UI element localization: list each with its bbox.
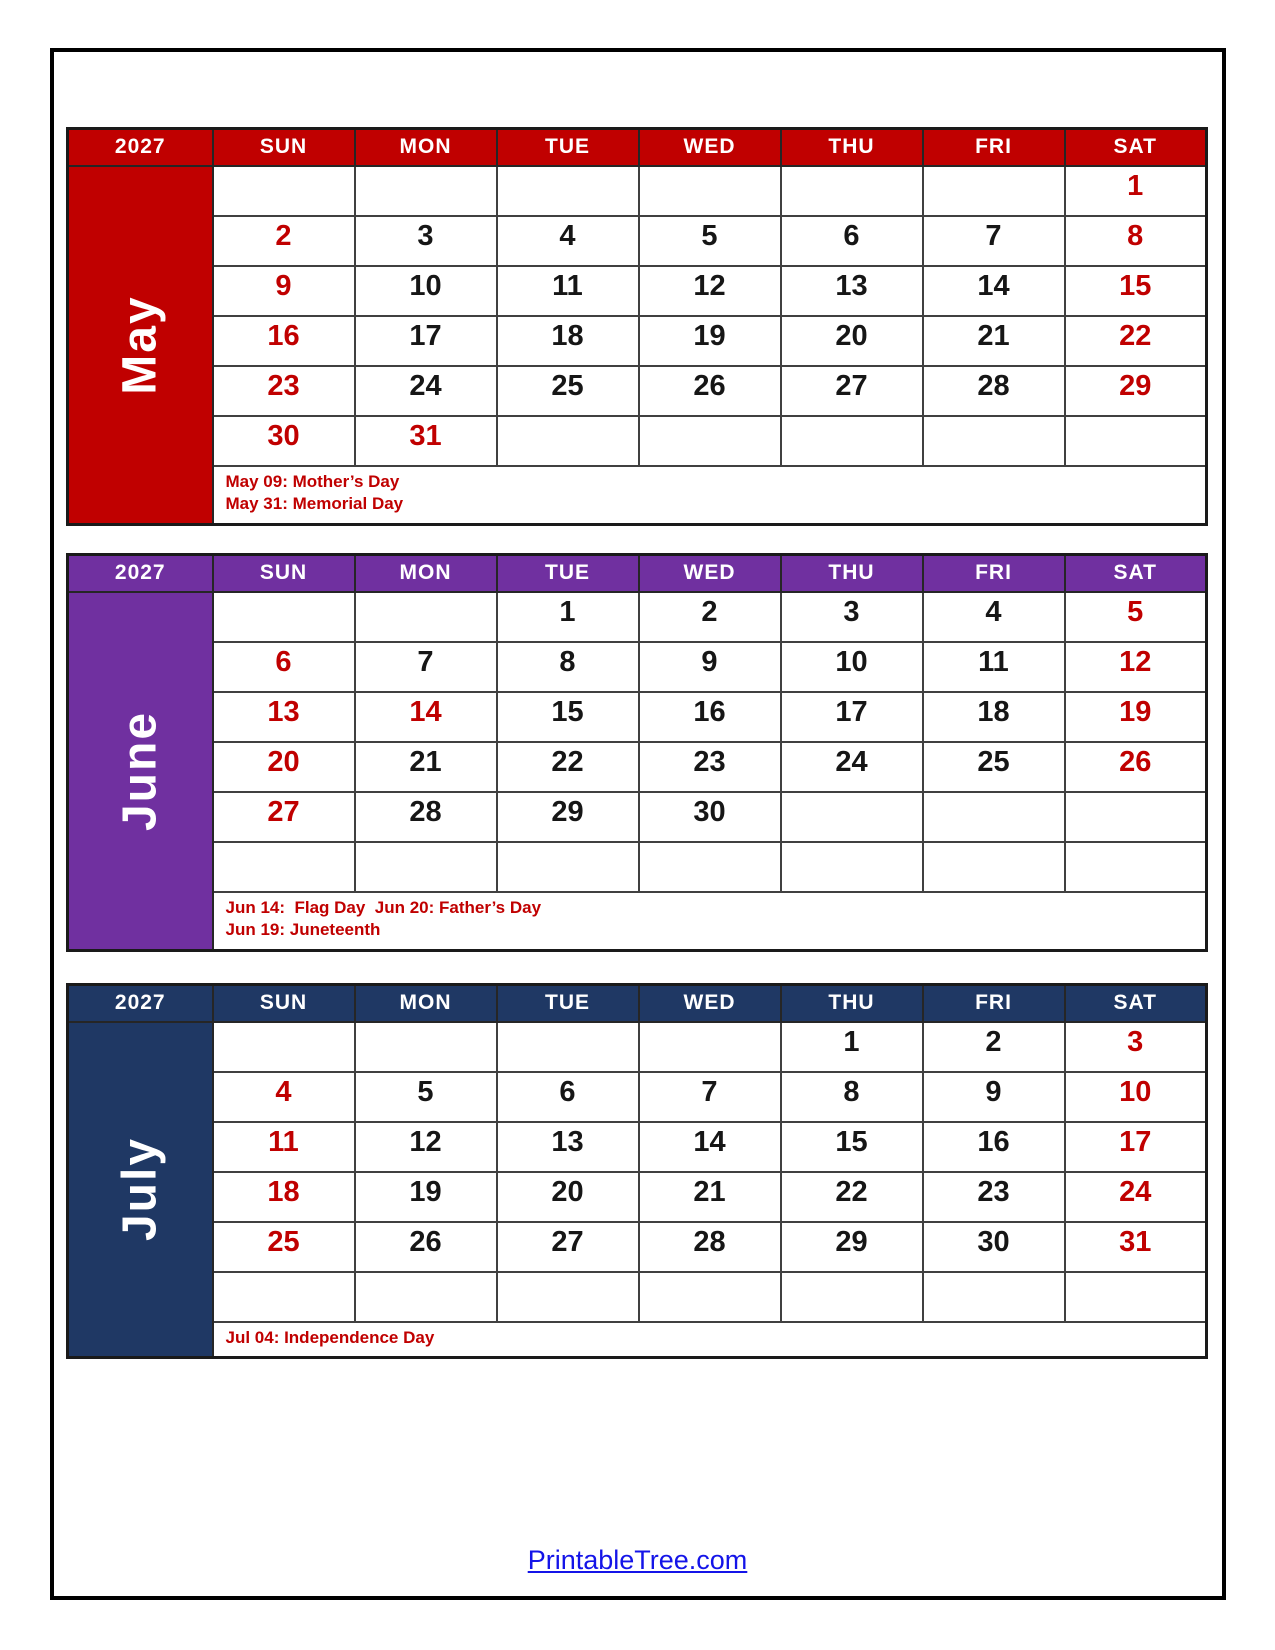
month-calendar-july	[66, 983, 1208, 1359]
week-row	[68, 1122, 1207, 1172]
week-row	[68, 1172, 1207, 1222]
week-row	[68, 416, 1207, 466]
day-june-4: 4	[923, 592, 1065, 642]
month-sidebar-july	[68, 1022, 213, 1358]
day-header-thu: THU	[781, 985, 923, 1022]
holiday-notes	[213, 466, 1207, 525]
day-may-16: 16	[213, 316, 355, 366]
day-june-5: 5	[1065, 592, 1207, 642]
day-july-1: 1	[781, 1022, 923, 1072]
month-name-label: July	[113, 1137, 167, 1242]
month-sidebar-june	[68, 592, 213, 951]
day-july-17: 17	[1065, 1122, 1207, 1172]
day-empty	[781, 792, 923, 842]
day-july-2: 2	[923, 1022, 1065, 1072]
day-july-13: 13	[497, 1122, 639, 1172]
day-june-2: 2	[639, 592, 781, 642]
day-empty	[213, 166, 355, 216]
day-may-20: 20	[781, 316, 923, 366]
week-row	[68, 1022, 1207, 1072]
day-july-12: 12	[355, 1122, 497, 1172]
day-june-17: 17	[781, 692, 923, 742]
day-header-fri: FRI	[923, 985, 1065, 1022]
day-july-25: 25	[213, 1222, 355, 1272]
day-header-sun: SUN	[213, 555, 355, 592]
day-june-24: 24	[781, 742, 923, 792]
day-june-3: 3	[781, 592, 923, 642]
day-empty	[781, 166, 923, 216]
day-header-mon: MON	[355, 129, 497, 166]
day-may-26: 26	[639, 366, 781, 416]
day-june-28: 28	[355, 792, 497, 842]
footer-link[interactable]: PrintableTree.com	[527, 1545, 748, 1575]
day-header-wed: WED	[639, 555, 781, 592]
day-header-wed: WED	[639, 129, 781, 166]
day-june-25: 25	[923, 742, 1065, 792]
day-june-10: 10	[781, 642, 923, 692]
day-empty	[497, 842, 639, 892]
holiday-notes	[213, 1322, 1207, 1358]
day-june-16: 16	[639, 692, 781, 742]
day-empty	[497, 166, 639, 216]
week-row	[68, 642, 1207, 692]
day-may-22: 22	[1065, 316, 1207, 366]
day-empty	[497, 1022, 639, 1072]
day-june-8: 8	[497, 642, 639, 692]
day-header-thu: THU	[781, 555, 923, 592]
year-label: 2027	[68, 985, 213, 1022]
day-empty	[639, 166, 781, 216]
month-calendar-june	[66, 553, 1208, 952]
day-june-13: 13	[213, 692, 355, 742]
day-june-30: 30	[639, 792, 781, 842]
day-empty	[1065, 1272, 1207, 1322]
day-empty	[213, 842, 355, 892]
day-empty	[639, 416, 781, 466]
month-name-label: May	[113, 295, 167, 395]
day-july-14: 14	[639, 1122, 781, 1172]
day-july-5: 5	[355, 1072, 497, 1122]
holiday-notes-row	[68, 892, 1207, 951]
day-empty	[355, 842, 497, 892]
week-row	[68, 1272, 1207, 1322]
day-empty	[355, 166, 497, 216]
day-empty	[213, 1022, 355, 1072]
day-empty	[923, 1272, 1065, 1322]
day-may-11: 11	[497, 266, 639, 316]
day-june-21: 21	[355, 742, 497, 792]
day-may-1: 1	[1065, 166, 1207, 216]
day-empty	[497, 1272, 639, 1322]
holiday-note-line: May 31: Memorial Day	[225, 494, 404, 514]
day-july-21: 21	[639, 1172, 781, 1222]
footer	[0, 1545, 1275, 1576]
day-header-wed: WED	[639, 985, 781, 1022]
day-empty	[355, 1022, 497, 1072]
day-may-9: 9	[213, 266, 355, 316]
day-july-20: 20	[497, 1172, 639, 1222]
day-july-27: 27	[497, 1222, 639, 1272]
year-label: 2027	[68, 555, 213, 592]
day-empty	[1065, 416, 1207, 466]
day-may-4: 4	[497, 216, 639, 266]
day-july-18: 18	[213, 1172, 355, 1222]
week-row	[68, 592, 1207, 642]
week-row	[68, 216, 1207, 266]
day-june-14: 14	[355, 692, 497, 742]
holiday-note-line: May 09: Mother’s Day	[225, 471, 400, 491]
day-empty	[355, 1272, 497, 1322]
day-july-22: 22	[781, 1172, 923, 1222]
week-row	[68, 1072, 1207, 1122]
week-row	[68, 692, 1207, 742]
day-july-29: 29	[781, 1222, 923, 1272]
day-july-6: 6	[497, 1072, 639, 1122]
holiday-note-line: Jun 14: Flag Day Jun 20: Father’s Day	[225, 897, 542, 917]
day-june-26: 26	[1065, 742, 1207, 792]
day-header-fri: FRI	[923, 129, 1065, 166]
day-header-tue: TUE	[497, 985, 639, 1022]
day-june-6: 6	[213, 642, 355, 692]
day-empty	[213, 592, 355, 642]
day-empty	[781, 416, 923, 466]
day-empty	[355, 592, 497, 642]
day-july-16: 16	[923, 1122, 1065, 1172]
day-july-9: 9	[923, 1072, 1065, 1122]
day-may-24: 24	[355, 366, 497, 416]
day-empty	[639, 1272, 781, 1322]
day-july-19: 19	[355, 1172, 497, 1222]
day-empty	[639, 1022, 781, 1072]
day-header-thu: THU	[781, 129, 923, 166]
day-may-18: 18	[497, 316, 639, 366]
day-june-18: 18	[923, 692, 1065, 742]
day-header-sat: SAT	[1065, 555, 1207, 592]
day-july-4: 4	[213, 1072, 355, 1122]
year-label: 2027	[68, 129, 213, 166]
day-may-31: 31	[355, 416, 497, 466]
day-may-6: 6	[781, 216, 923, 266]
month-header-row	[68, 129, 1207, 166]
day-may-25: 25	[497, 366, 639, 416]
day-empty	[1065, 792, 1207, 842]
day-empty	[923, 792, 1065, 842]
day-may-19: 19	[639, 316, 781, 366]
holiday-notes	[213, 892, 1207, 951]
day-header-mon: MON	[355, 985, 497, 1022]
day-may-2: 2	[213, 216, 355, 266]
day-may-10: 10	[355, 266, 497, 316]
day-header-sun: SUN	[213, 129, 355, 166]
day-empty	[923, 166, 1065, 216]
day-july-10: 10	[1065, 1072, 1207, 1122]
day-may-30: 30	[213, 416, 355, 466]
day-june-19: 19	[1065, 692, 1207, 742]
day-june-29: 29	[497, 792, 639, 842]
day-header-mon: MON	[355, 555, 497, 592]
day-empty	[923, 416, 1065, 466]
day-empty	[639, 842, 781, 892]
day-header-tue: TUE	[497, 555, 639, 592]
week-row	[68, 316, 1207, 366]
day-june-15: 15	[497, 692, 639, 742]
day-june-11: 11	[923, 642, 1065, 692]
day-july-28: 28	[639, 1222, 781, 1272]
month-calendar-may	[66, 127, 1208, 526]
week-row	[68, 266, 1207, 316]
month-name-label: June	[113, 710, 167, 831]
day-may-29: 29	[1065, 366, 1207, 416]
day-may-7: 7	[923, 216, 1065, 266]
day-may-5: 5	[639, 216, 781, 266]
day-june-7: 7	[355, 642, 497, 692]
day-empty	[497, 416, 639, 466]
day-june-9: 9	[639, 642, 781, 692]
month-sidebar-may	[68, 166, 213, 525]
day-may-12: 12	[639, 266, 781, 316]
day-july-26: 26	[355, 1222, 497, 1272]
day-empty	[781, 1272, 923, 1322]
day-empty	[1065, 842, 1207, 892]
week-row	[68, 792, 1207, 842]
day-may-14: 14	[923, 266, 1065, 316]
day-june-23: 23	[639, 742, 781, 792]
month-header-row	[68, 555, 1207, 592]
holiday-note-line: Jul 04: Independence Day	[225, 1327, 435, 1347]
day-may-28: 28	[923, 366, 1065, 416]
day-june-27: 27	[213, 792, 355, 842]
day-header-fri: FRI	[923, 555, 1065, 592]
day-july-8: 8	[781, 1072, 923, 1122]
day-may-21: 21	[923, 316, 1065, 366]
week-row	[68, 842, 1207, 892]
week-row	[68, 742, 1207, 792]
day-july-31: 31	[1065, 1222, 1207, 1272]
day-may-15: 15	[1065, 266, 1207, 316]
month-header-row	[68, 985, 1207, 1022]
week-row	[68, 166, 1207, 216]
holiday-notes-row	[68, 1322, 1207, 1358]
day-may-23: 23	[213, 366, 355, 416]
day-june-22: 22	[497, 742, 639, 792]
day-july-30: 30	[923, 1222, 1065, 1272]
week-row	[68, 1222, 1207, 1272]
day-may-17: 17	[355, 316, 497, 366]
day-header-sat: SAT	[1065, 129, 1207, 166]
week-row	[68, 366, 1207, 416]
day-july-7: 7	[639, 1072, 781, 1122]
day-july-15: 15	[781, 1122, 923, 1172]
day-header-tue: TUE	[497, 129, 639, 166]
holiday-notes-row	[68, 466, 1207, 525]
holiday-note-line: Jun 19: Juneteenth	[225, 920, 381, 940]
day-may-8: 8	[1065, 216, 1207, 266]
day-may-13: 13	[781, 266, 923, 316]
day-june-20: 20	[213, 742, 355, 792]
day-june-1: 1	[497, 592, 639, 642]
day-july-11: 11	[213, 1122, 355, 1172]
day-header-sat: SAT	[1065, 985, 1207, 1022]
day-june-12: 12	[1065, 642, 1207, 692]
day-empty	[213, 1272, 355, 1322]
day-may-3: 3	[355, 216, 497, 266]
day-empty	[781, 842, 923, 892]
day-july-24: 24	[1065, 1172, 1207, 1222]
day-may-27: 27	[781, 366, 923, 416]
day-header-sun: SUN	[213, 985, 355, 1022]
day-july-23: 23	[923, 1172, 1065, 1222]
day-july-3: 3	[1065, 1022, 1207, 1072]
day-empty	[923, 842, 1065, 892]
